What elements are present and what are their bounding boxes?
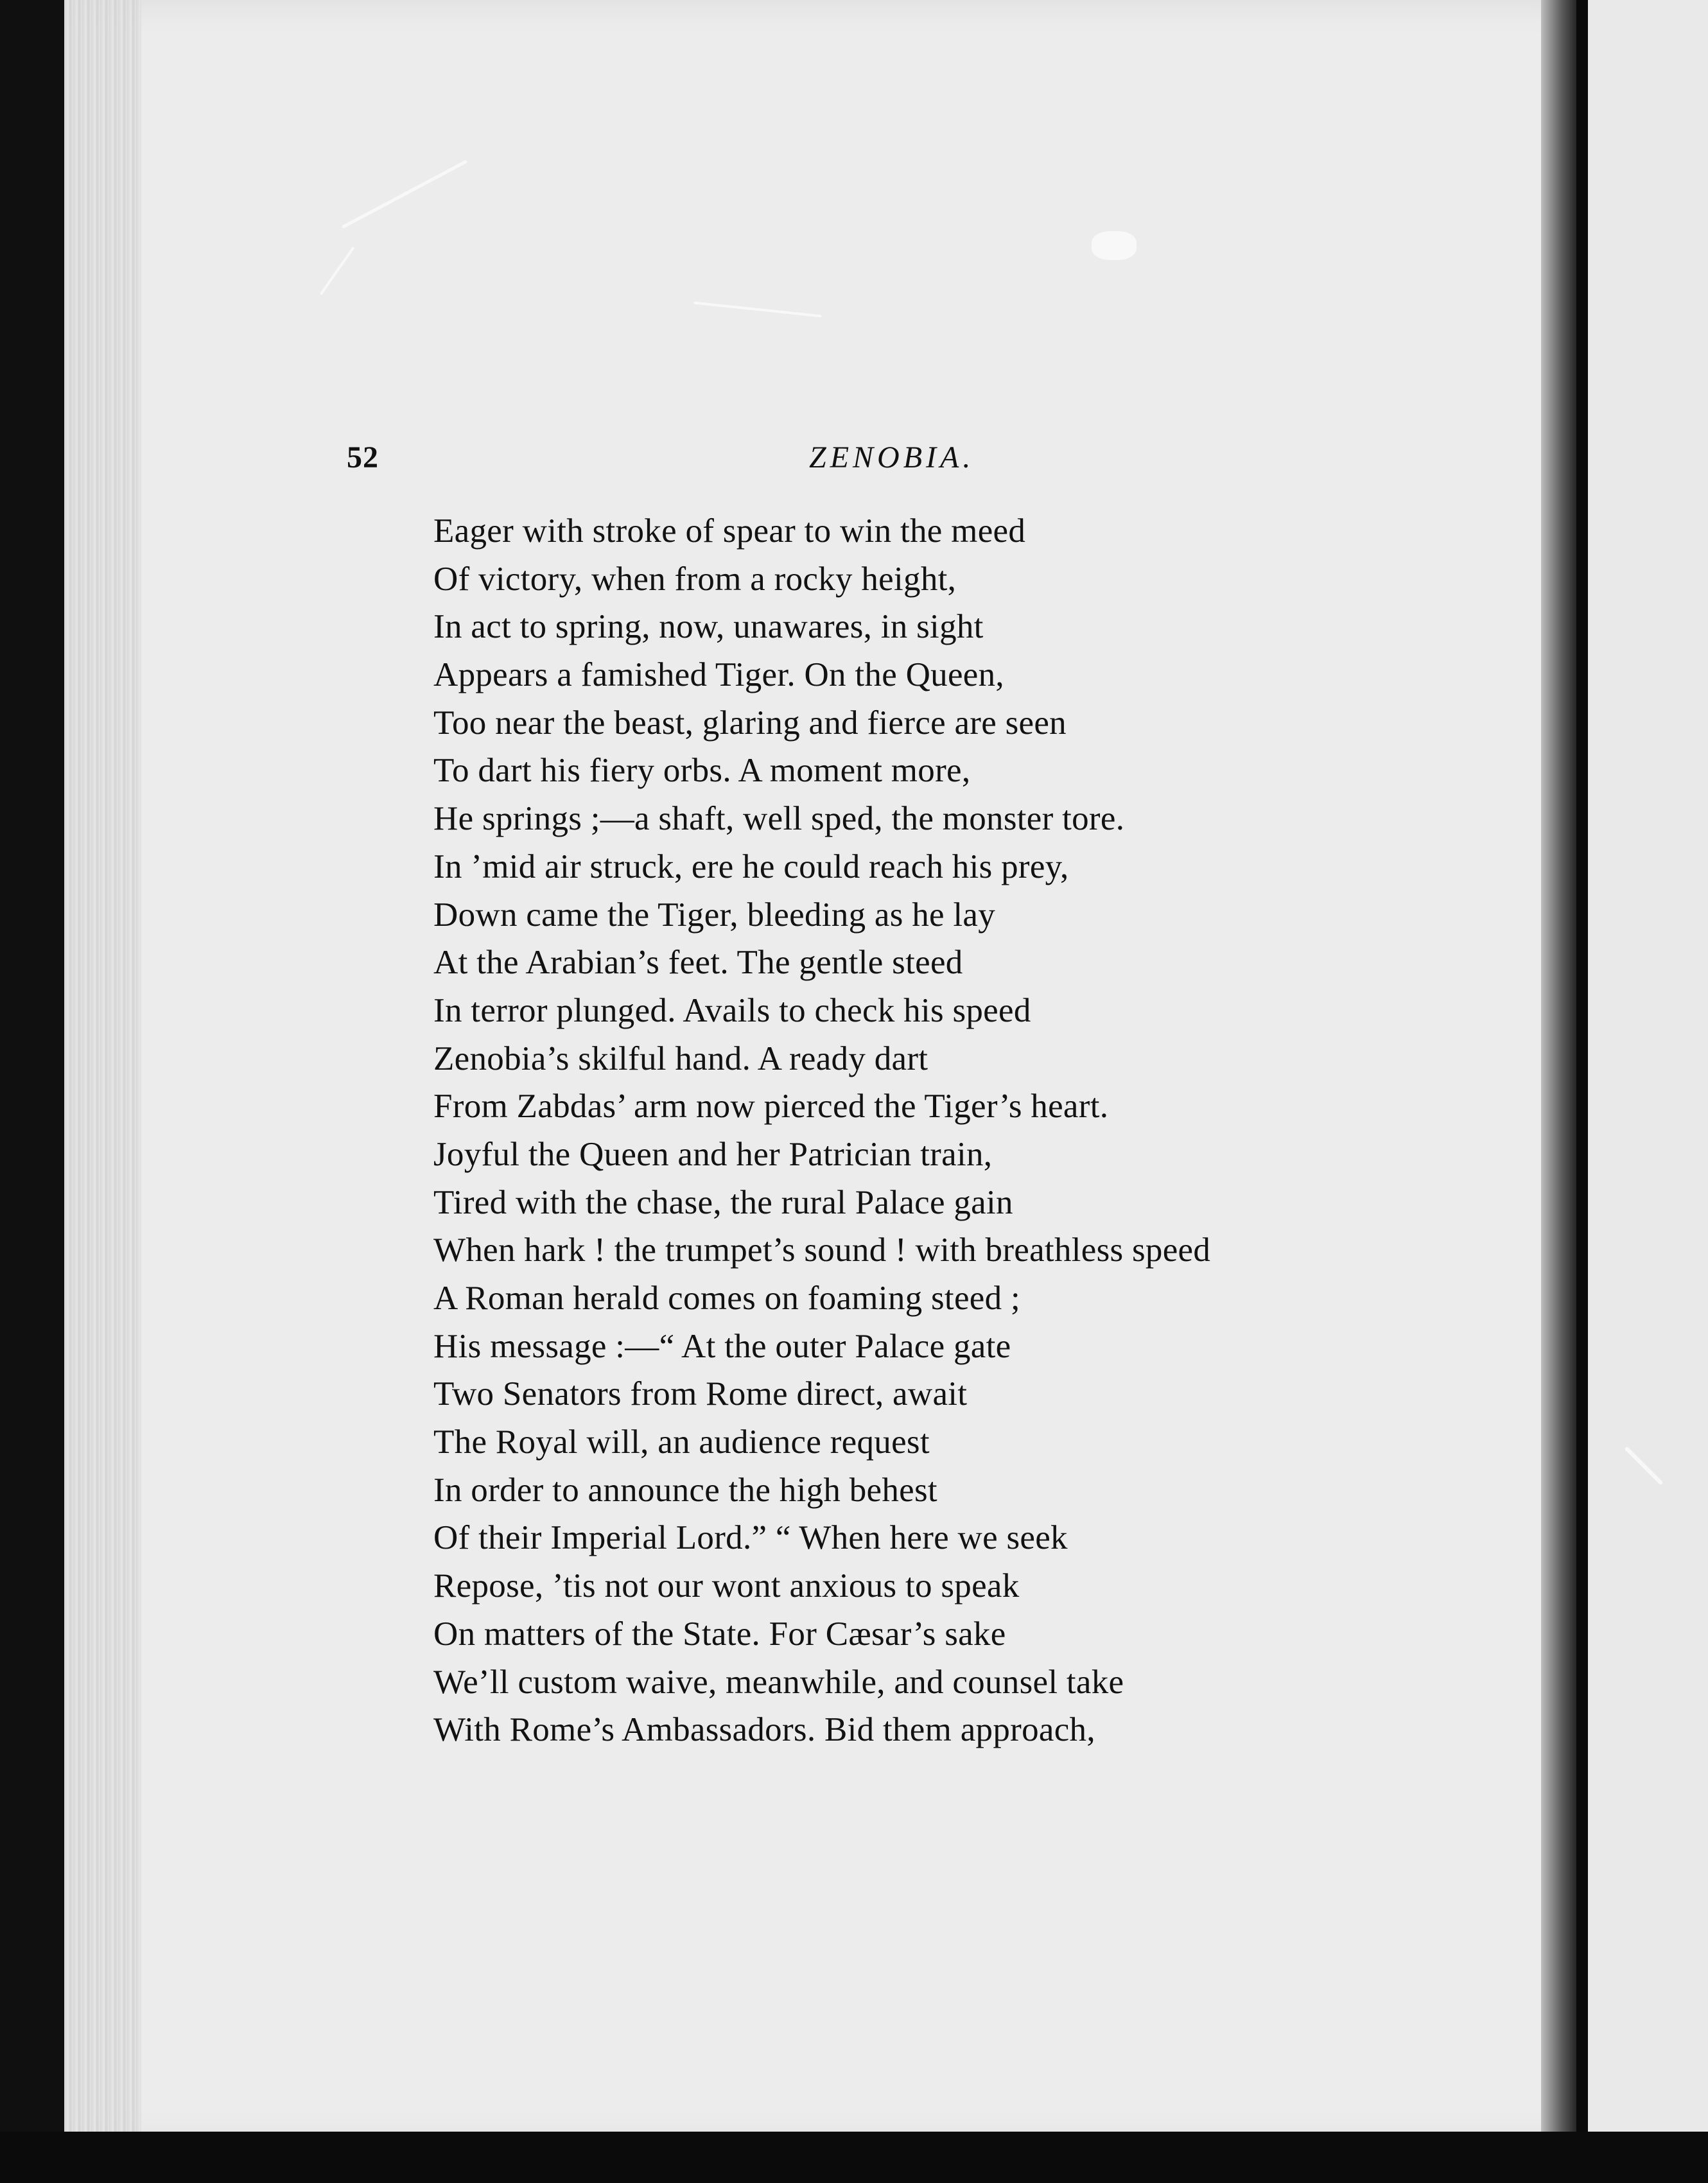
verse-line: A Roman herald comes on foaming steed ; bbox=[433, 1280, 1020, 1317]
facing-page bbox=[1588, 0, 1708, 2183]
verse-line: In act to spring, now, unawares, in sight bbox=[433, 608, 984, 646]
verse-line: In terror plunged. Avails to check his speed bbox=[433, 991, 1031, 1029]
verse-line: Eager with stroke of spear to win the meed bbox=[433, 512, 1026, 550]
verse-line: At the Arabian’s feet. The gentle steed bbox=[433, 944, 963, 982]
verse-line: We’ll custom waive, meanwhile, and counsel take bbox=[433, 1663, 1124, 1701]
scan-scratch-mark bbox=[1092, 231, 1137, 260]
running-title: ZENOBIA. bbox=[809, 440, 975, 474]
scan-border-bottom bbox=[0, 2132, 1708, 2183]
page-header bbox=[347, 440, 1310, 485]
book-spine bbox=[1576, 0, 1588, 2183]
page-gutter bbox=[1541, 0, 1580, 2183]
verse-line: Of victory, when from a rocky height, bbox=[433, 560, 957, 598]
verse-line: His message :—“ At the outer Palace gate bbox=[433, 1327, 1011, 1365]
verse-line: When hark ! the trumpet’s sound ! with breathless speed bbox=[433, 1231, 1211, 1269]
verse-line: Zenobia’s skilful hand. A ready dart bbox=[433, 1039, 928, 1077]
verse-line: In order to announce the high behest bbox=[433, 1471, 937, 1509]
verse-line: With Rome’s Ambassadors. Bid them approach, bbox=[433, 1711, 1095, 1749]
verse-line: Down came the Tiger, bleeding as he lay bbox=[433, 896, 996, 934]
page-number: 52 bbox=[347, 440, 379, 474]
page-edges bbox=[64, 0, 141, 2144]
verse-line: Appears a famished Tiger. On the Queen, bbox=[433, 656, 1004, 694]
verse-text bbox=[433, 507, 1512, 1754]
verse-line: The Royal will, an audience request bbox=[433, 1423, 930, 1461]
verse-line: Of their Imperial Lord.” “ When here we seek bbox=[433, 1519, 1068, 1557]
verse-line: On matters of the State. For Cæsar’s sake bbox=[433, 1615, 1006, 1653]
verse-line: From Zabdas’ arm now pierced the Tiger’s heart. bbox=[433, 1088, 1109, 1126]
verse-line: Joyful the Queen and her Patrician train, bbox=[433, 1135, 993, 1173]
verse-line: Repose, ’tis not our wont anxious to speak bbox=[433, 1567, 1020, 1605]
verse-line: To dart his fiery orbs. A moment more, bbox=[433, 752, 971, 790]
verse-line: Tired with the chase, the rural Palace gain bbox=[433, 1183, 1013, 1221]
verse-line: He springs ;—a shaft, well sped, the monster tore. bbox=[433, 800, 1125, 838]
verse-line: Too near the beast, glaring and fierce are seen bbox=[433, 704, 1067, 742]
verse-line: Two Senators from Rome direct, await bbox=[433, 1375, 968, 1413]
verse-line: In ’mid air struck, ere he could reach his prey, bbox=[433, 848, 1069, 885]
